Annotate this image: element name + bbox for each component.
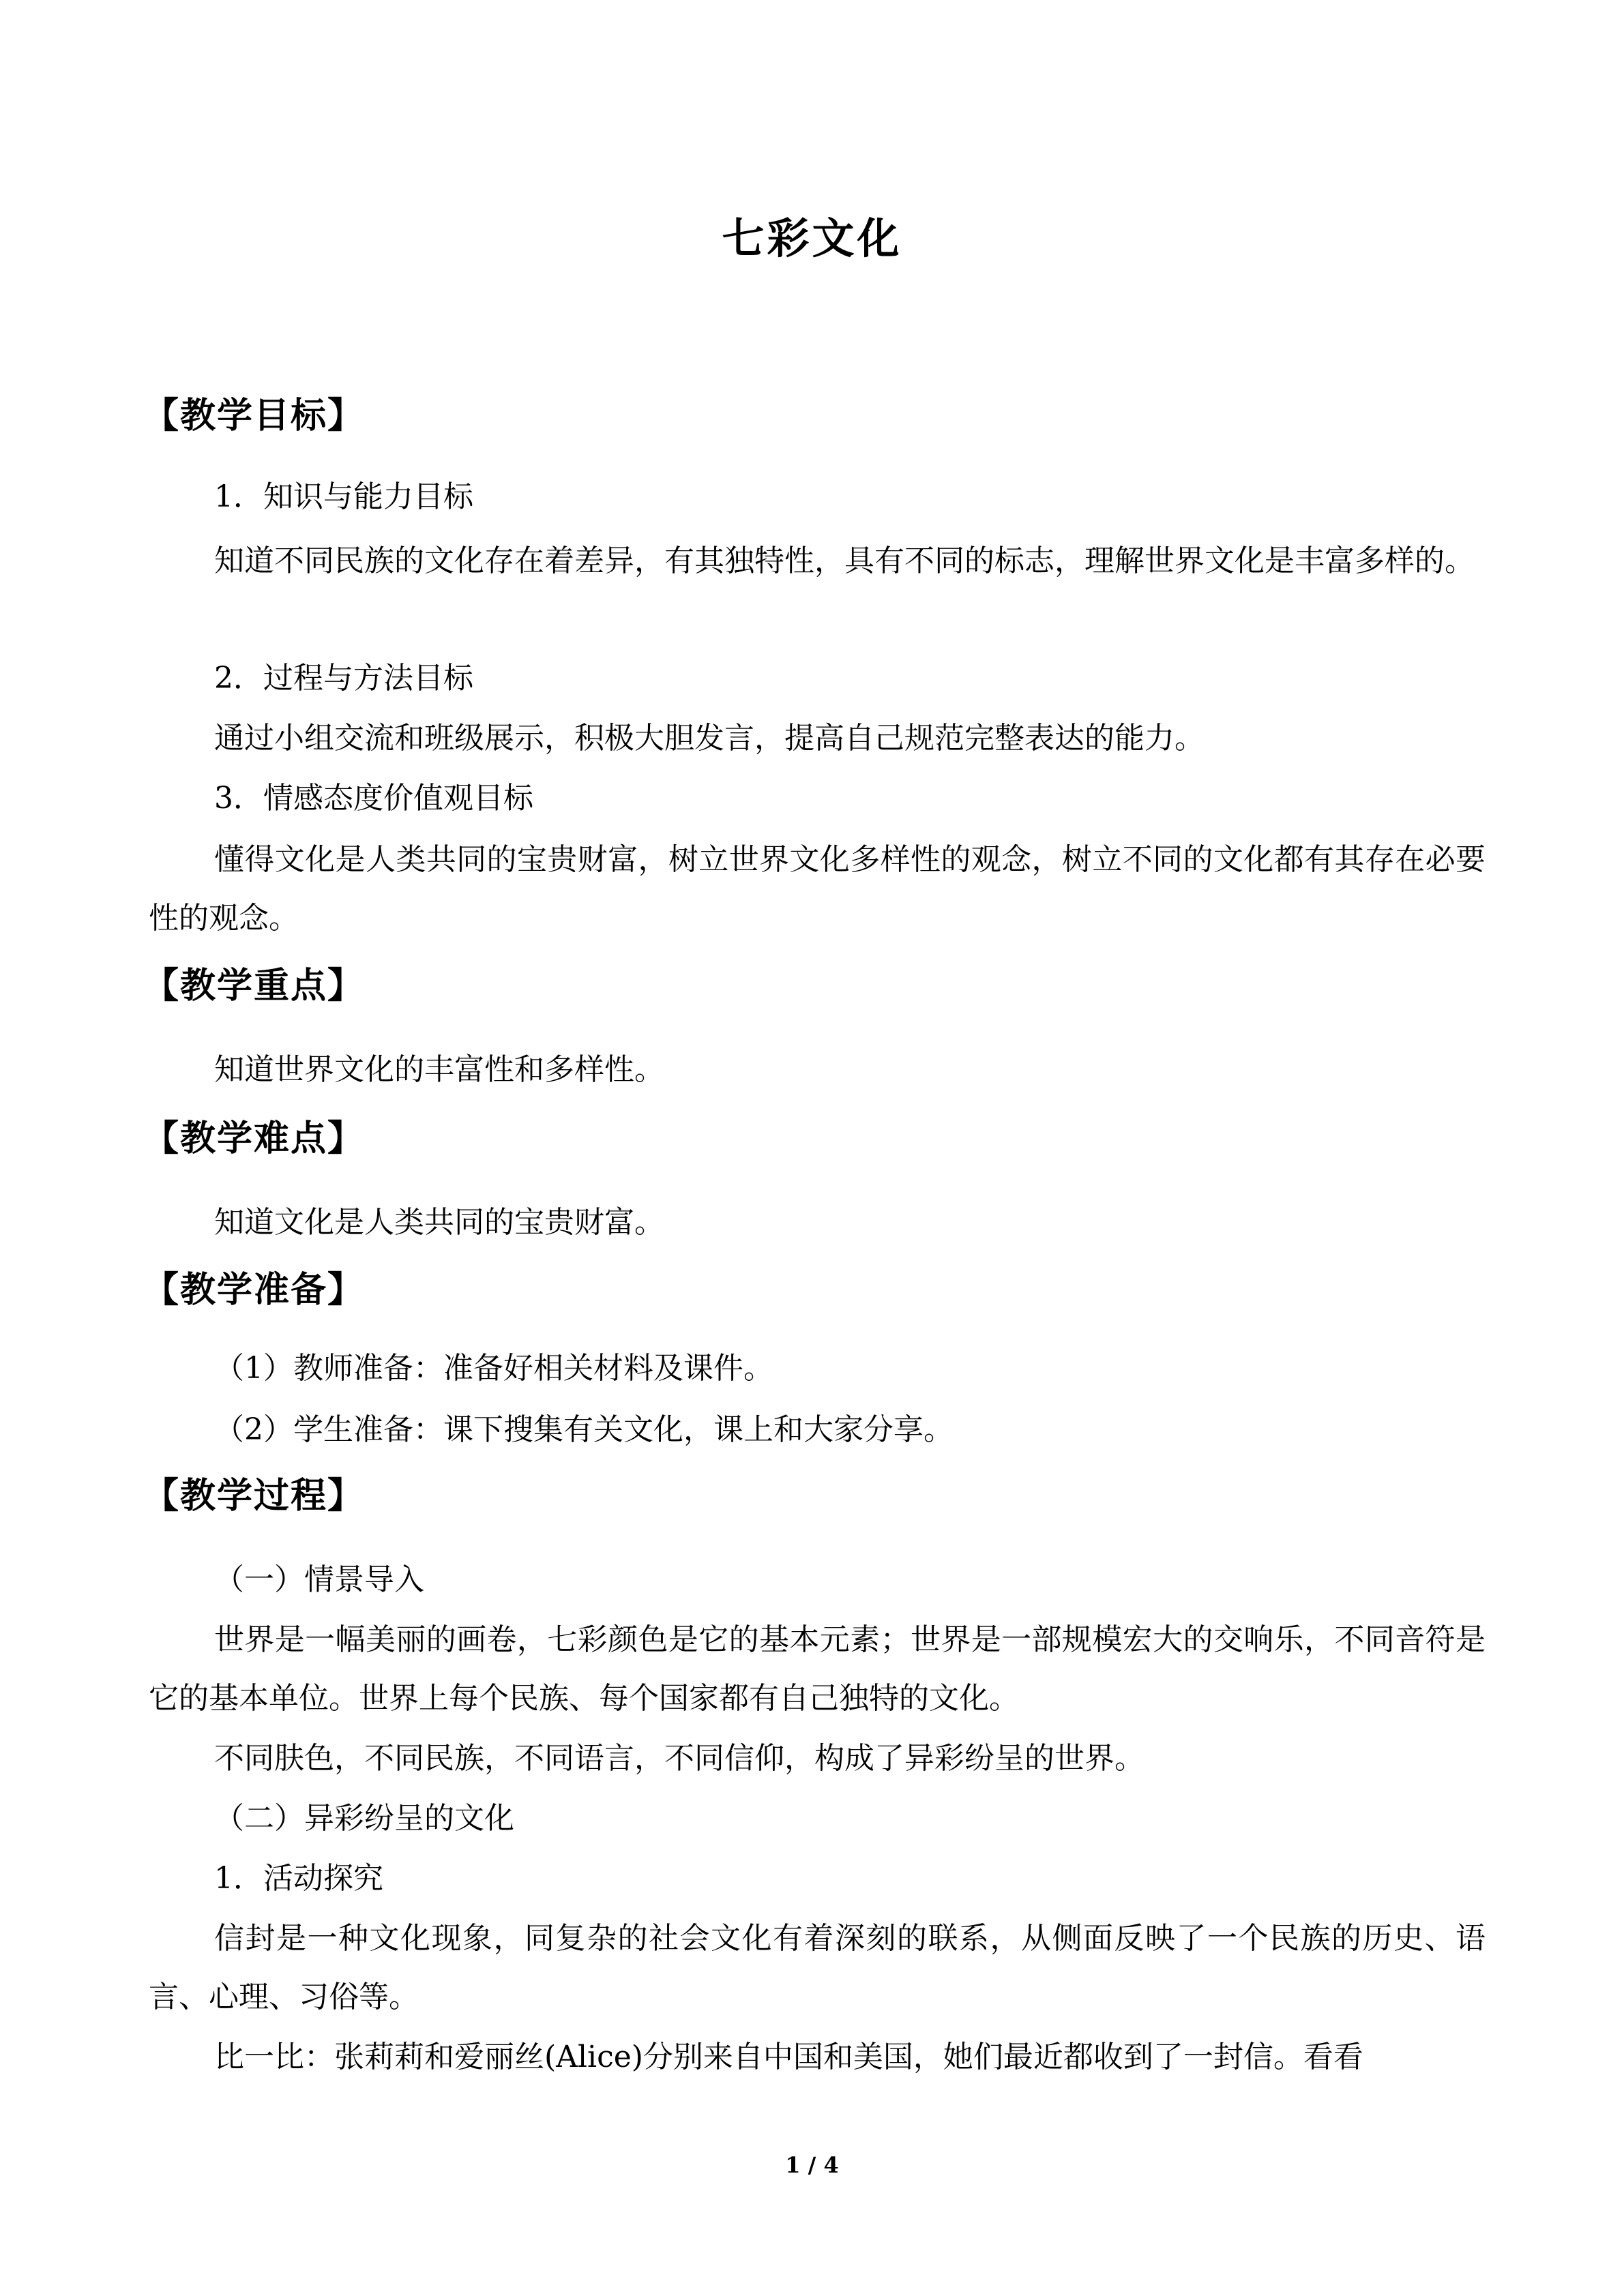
heading-preparation: 【教学准备】 [143,1270,365,1311]
activity-text1: 信封是一种文化现象，同复杂的社会文化有着深刻的联系，从侧面反映了一个民族的历史、语言、心理、习俗等。 [149,1921,1486,2014]
objective-3-text: 懂得文化是人类共同的宝贵财富，树立世界文化多样性的观念，树立不同的文化都有其存在必要性的观念。 [149,842,1486,936]
heading-process: 【教学过程】 [143,1476,365,1517]
page-number: 1 / 4 [785,2152,839,2178]
key-points-text: 知道世界文化的丰富性和多样性。 [214,1052,664,1087]
heading-difficulties: 【教学难点】 [143,1118,365,1159]
heading-key-points: 【教学重点】 [143,966,365,1007]
document-title: 七彩文化 [722,213,902,263]
process-part1-text1: 世界是一幅美丽的画卷，七彩颜色是它的基本元素；世界是一部规模宏大的交响乐，不同音符是它的基本单位。世界上每个民族、每个国家都有自己独特的文化。 [149,1622,1486,1716]
process-part2-label: （二）异彩纷呈的文化 [214,1801,514,1836]
activity-text2: 比一比：张莉莉和爱丽丝(Alice)分别来自中国和美国，她们最近都收到了一封信。看看 [214,2040,1363,2074]
objective-1-text: 知道不同民族的文化存在着差异，有其独特性，具有不同的标志，理解世界文化是丰富多样的。 [214,543,1475,578]
difficulties-text: 知道文化是人类共同的宝贵财富。 [214,1205,664,1240]
objective-2-text: 通过小组交流和班级展示，积极大胆发言，提高自己规范完整表达的能力。 [214,721,1205,756]
objective-3-label: 3．情感态度价值观目标 [214,781,533,816]
preparation-student: （2）学生准备：课下搜集有关文化，课上和大家分享。 [214,1412,954,1447]
objective-1-label: 1．知识与能力目标 [214,479,473,514]
activity-label: 1．活动探究 [214,1861,383,1896]
objective-2-label: 2．过程与方法目标 [214,661,473,696]
process-part1-text2: 不同肤色，不同民族，不同语言，不同信仰，构成了异彩纷呈的世界。 [214,1741,1145,1776]
process-part1-label: （一）情景导入 [214,1562,424,1597]
heading-objectives: 【教学目标】 [143,396,365,436]
preparation-teacher: （1）教师准备：准备好相关材料及课件。 [214,1351,773,1386]
